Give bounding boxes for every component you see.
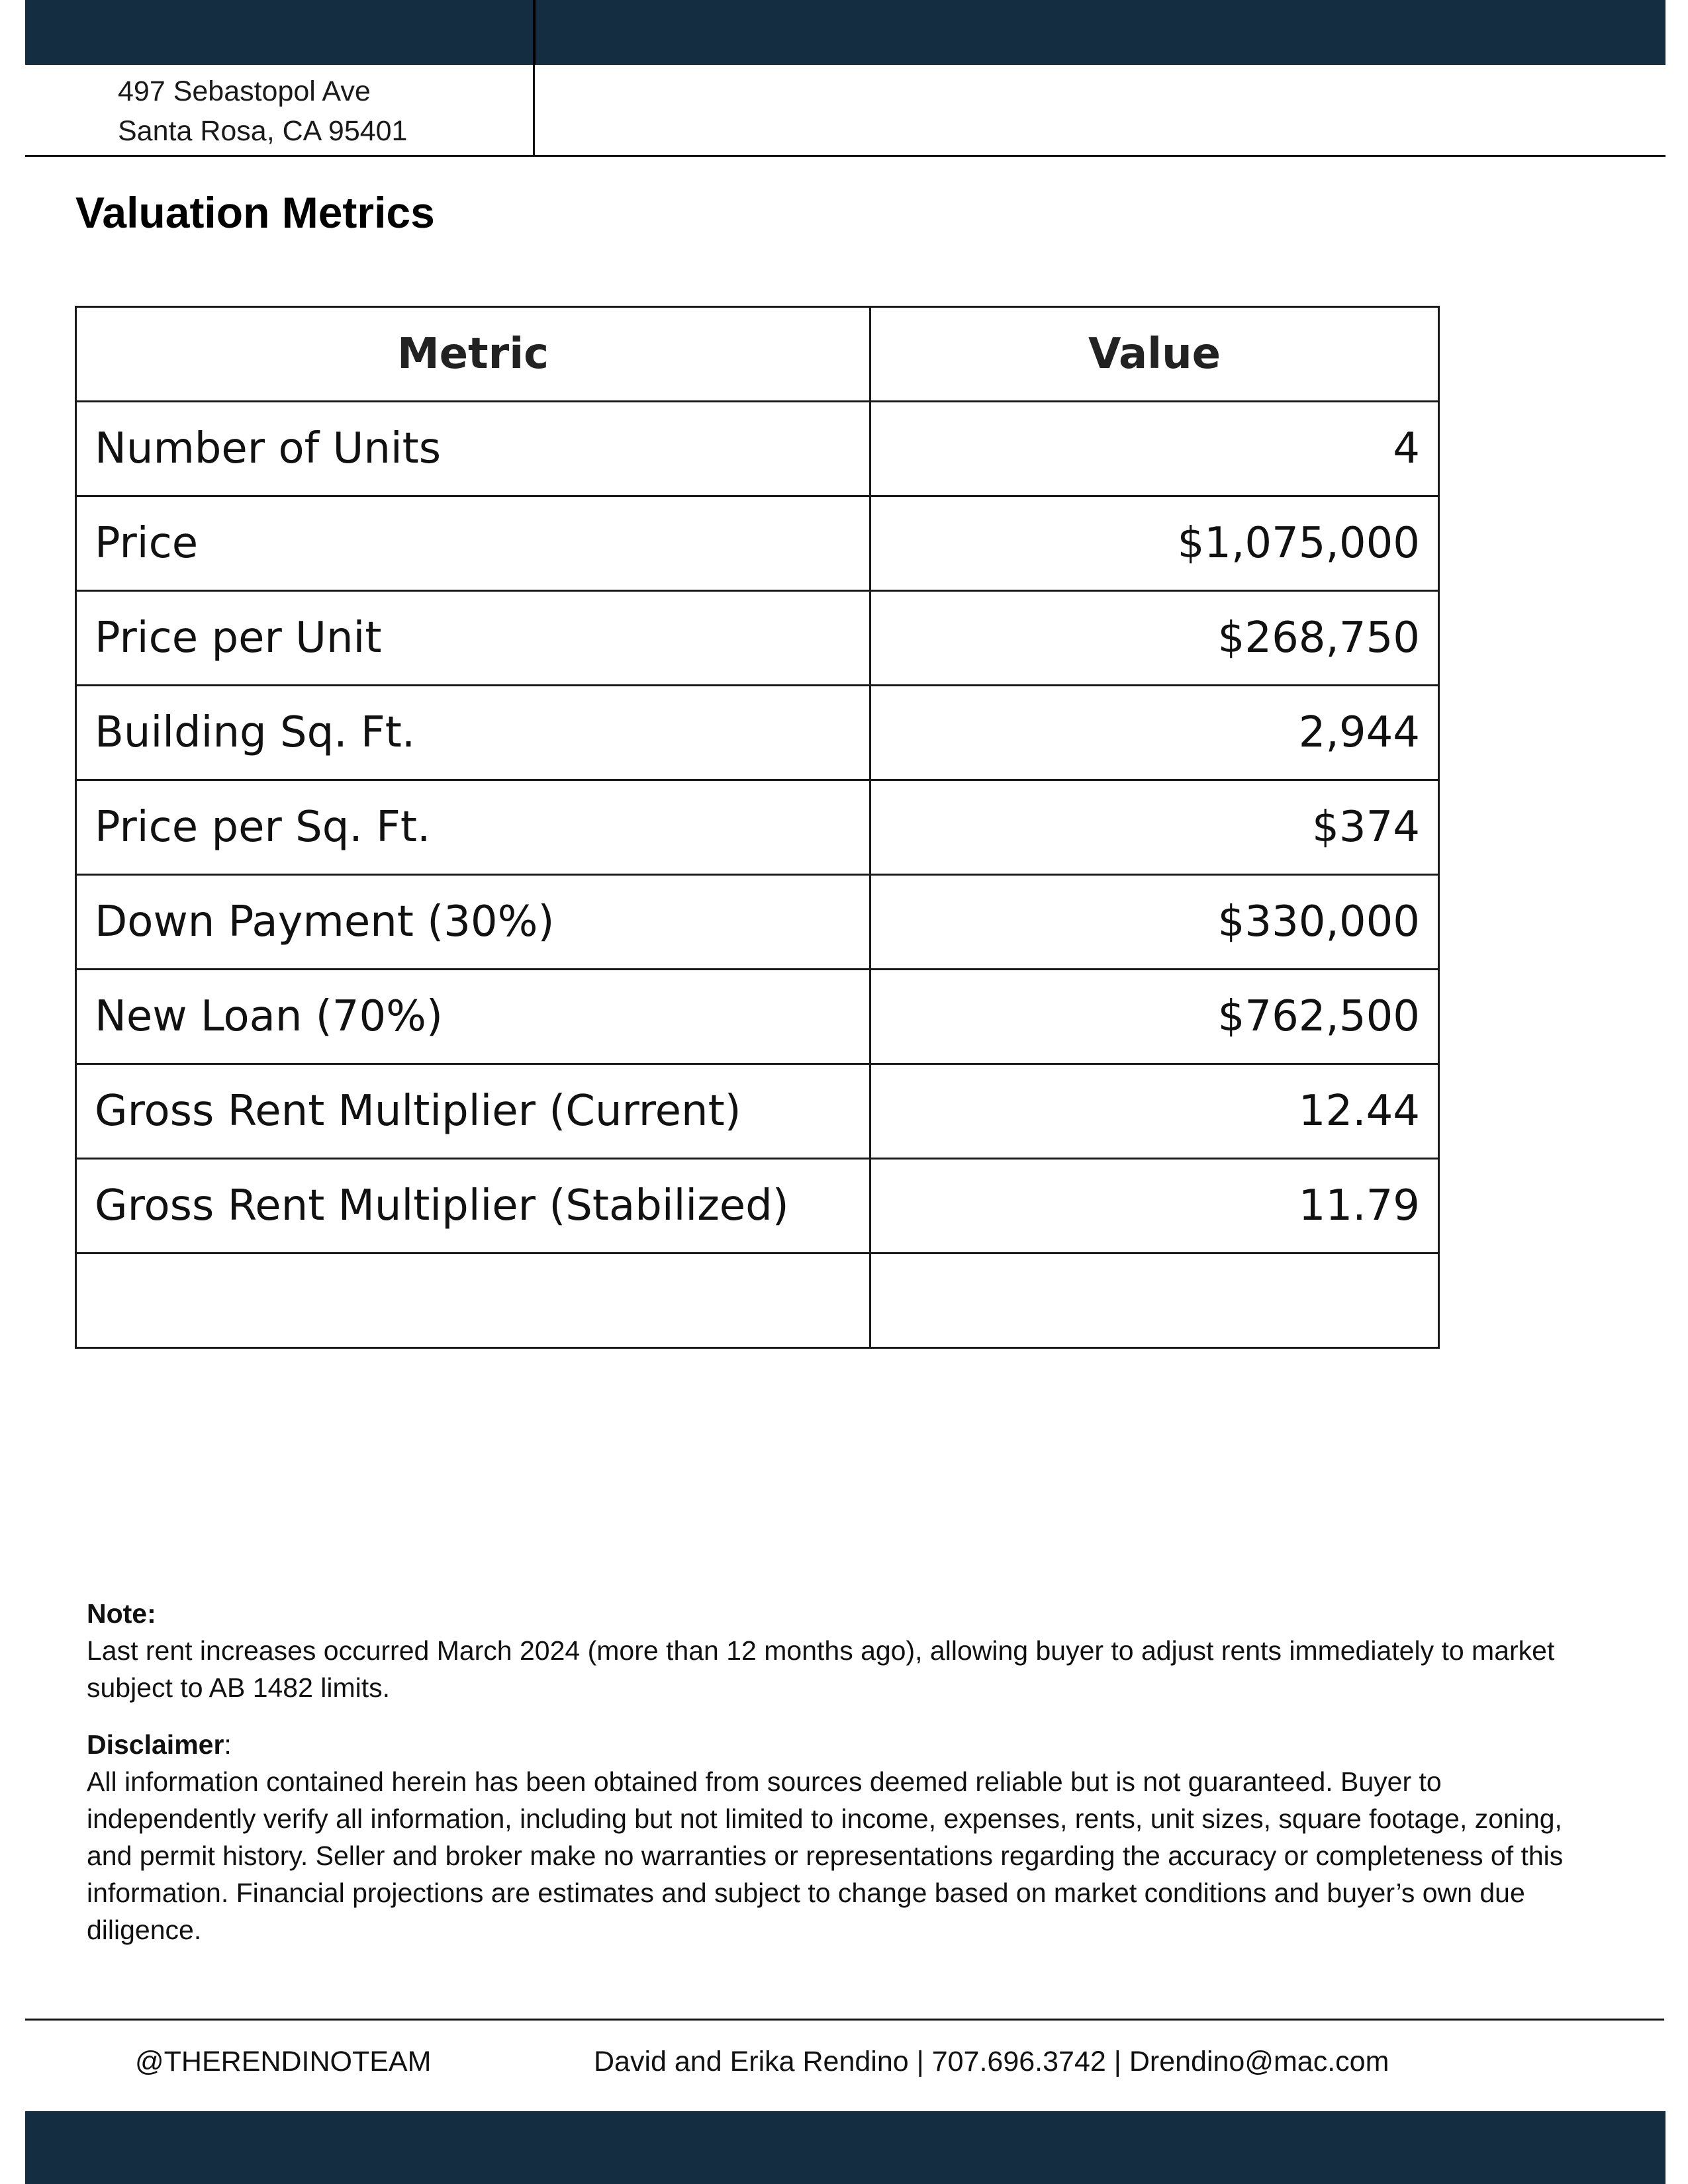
disclaimer-colon: : bbox=[224, 1729, 232, 1760]
table-row bbox=[76, 496, 1439, 591]
value-cell: 12.44 bbox=[870, 1064, 1439, 1159]
table-row bbox=[76, 970, 1439, 1064]
property-address bbox=[118, 71, 407, 151]
value-cell bbox=[870, 1253, 1439, 1348]
page-title: Valuation Metrics bbox=[75, 188, 435, 237]
metric-cell: Number of Units bbox=[76, 402, 870, 496]
address-divider bbox=[533, 65, 535, 156]
table-row bbox=[76, 1064, 1439, 1159]
table-row bbox=[76, 591, 1439, 686]
metric-cell: Price per Sq. Ft. bbox=[76, 780, 870, 875]
address-line-2: Santa Rosa, CA 95401 bbox=[118, 115, 408, 147]
footer-contact: David and Erika Rendino | 707.696.3742 | Drendino@mac.com bbox=[594, 2046, 1389, 2077]
header-rule bbox=[25, 155, 1665, 157]
disclaimer-text: All information contained herein has been obtained from sources deemed reliable but is not guaranteed. Buyer to independently verify all information, including but not limited to income, expenses, rents, unit sizes, square footage, zoning, and permit history. Seller and broker make no warranties or representations regarding the accuracy or completeness of this information. Financial projections are estimates and subject to change based on market conditions and buyer’s own due diligence. bbox=[87, 1766, 1564, 1945]
table-row bbox=[76, 686, 1439, 780]
table-row bbox=[76, 780, 1439, 875]
table-row bbox=[76, 1253, 1439, 1348]
metric-cell: Down Payment (30%) bbox=[76, 875, 870, 970]
value-cell: $762,500 bbox=[870, 970, 1439, 1064]
valuation-metrics-table bbox=[75, 306, 1440, 1349]
value-cell: 4 bbox=[870, 402, 1439, 496]
metric-cell: Price per Unit bbox=[76, 591, 870, 686]
address-line-1: 497 Sebastopol Ave bbox=[118, 75, 371, 107]
value-cell: $1,075,000 bbox=[870, 496, 1439, 591]
value-cell: 11.79 bbox=[870, 1159, 1439, 1253]
metric-cell: New Loan (70%) bbox=[76, 970, 870, 1064]
metric-column-header: Metric bbox=[76, 307, 870, 402]
top-header-bar bbox=[25, 0, 1665, 65]
note-text: Last rent increases occurred March 2024 (more than 12 months ago), allowing buyer to adjust rents immediately to market subject to AB 1482 limits. bbox=[87, 1635, 1555, 1703]
metric-cell: Price bbox=[76, 496, 870, 591]
note-label: Note: bbox=[87, 1598, 156, 1629]
metric-cell: Building Sq. Ft. bbox=[76, 686, 870, 780]
header-divider bbox=[533, 0, 536, 65]
table-row bbox=[76, 402, 1439, 496]
metric-cell: Gross Rent Multiplier (Current) bbox=[76, 1064, 870, 1159]
value-column-header: Value bbox=[870, 307, 1439, 402]
table-row bbox=[76, 875, 1439, 970]
value-cell: $374 bbox=[870, 780, 1439, 875]
disclaimer-heading bbox=[87, 1726, 1609, 1763]
value-cell: $268,750 bbox=[870, 591, 1439, 686]
notes-section bbox=[87, 1595, 1609, 1948]
disclaimer-label: Disclaimer bbox=[87, 1729, 224, 1760]
bottom-footer-bar bbox=[25, 2111, 1665, 2184]
table-header-row bbox=[76, 307, 1439, 402]
table-row bbox=[76, 1159, 1439, 1253]
value-cell: $330,000 bbox=[870, 875, 1439, 970]
metric-cell: Gross Rent Multiplier (Stabilized) bbox=[76, 1159, 870, 1253]
footer-rule bbox=[25, 2019, 1664, 2021]
footer-social-handle: @THERENDINOTEAM bbox=[135, 2046, 432, 2077]
value-cell: 2,944 bbox=[870, 686, 1439, 780]
metric-cell bbox=[76, 1253, 870, 1348]
